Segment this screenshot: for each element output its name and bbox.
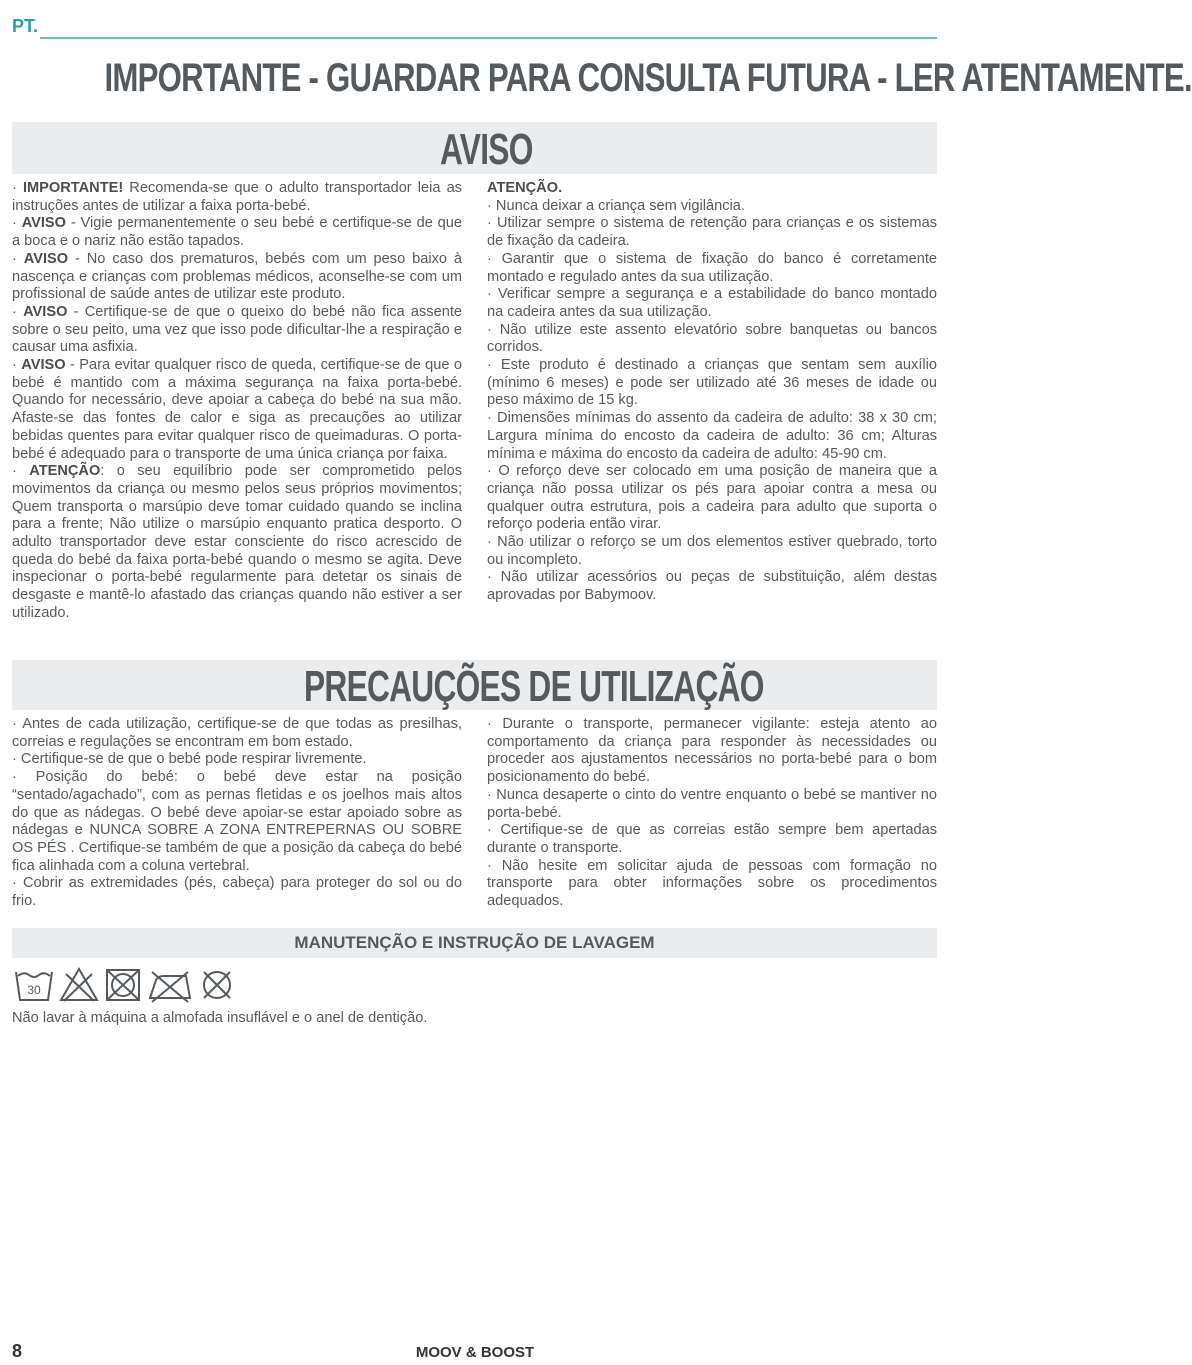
aviso-item-text: Recomenda-se que o adulto transportador leia as instruções antes de utilizar a faixa porta-bebé. <box>12 180 462 214</box>
atencao-item-text: Este produto é destinado a crianças que sentam sem auxílio (mínimo 6 meses) e pode ser utilizado até 36 meses de idade ou peso máximo de 15 kg. <box>487 357 937 409</box>
aviso-item: · AVISO - Vigie permanentemente o seu bebé e certifique-se de que a boca e o nariz não estão tapados. <box>12 215 462 250</box>
atencao-item: · Nunca deixar a criança sem vigilância. <box>487 197 745 214</box>
atencao-item: · Não utilizar acessórios ou peças de substituição, além destas aprovadas por Babymoov. <box>487 569 937 604</box>
no-iron-icon <box>146 966 194 1004</box>
aviso-item-text: - Para evitar qualquer risco de queda, certifique-se de que o bebé é mantido com a máxima segurança na faixa porta-bebé. Quando for necessário, deve apoiar a cabeça do bebé na sua mão. Afaste-se das fontes de calor e siga as precauções ao utilizar bebidas quentes para evitar qualquer risco de queimaduras. O porta-bebé é adequado para o transporte de uma única criança por faixa. <box>12 357 462 462</box>
precaucoes-title: PRECAUÇÕES DE UTILIZAÇÃO <box>304 662 764 711</box>
page-number: 8 <box>12 1341 23 1361</box>
atencao-item-text: Nunca deixar a criança sem vigilância. <box>495 197 745 214</box>
atencao-item: · O reforço deve ser colocado em uma posição de maneira que a criança não possa utilizar os pés para apoiar contra a mesa ou qualquer outra estrutura, pois a cadeira para adulto que suporta o reforço poderia então virar. <box>487 463 937 533</box>
atencao-item-text: Utilizar sempre o sistema de retenção para crianças e os sistemas de fixação da cadeira. <box>487 215 937 250</box>
manutencao-band <box>12 928 937 958</box>
precaucao-item: · Certifique-se de que as correias estão sempre bem apertadas durante o transporte. <box>487 822 937 856</box>
atencao-item: · Dimensões mínimas do assento da cadeira de adulto: 38 x 30 cm; Largura mínima do encosto da cadeira de adulto: 36 cm; Alturas mínima e máxima do encosto da cadeira de adulto: 45-90 cm. <box>487 410 937 462</box>
atencao-item-text: Não utilizar acessórios ou peças de substituição, além destas aprovadas por Babymoov. <box>487 569 937 604</box>
atencao-item-text: O reforço deve ser colocado em uma posição de maneira que a criança não possa utilizar os pés para apoiar contra a mesa ou qualquer outra estrutura, pois a cadeira para adulto que suporta o reforço poderia então virar. <box>487 463 937 533</box>
manutencao-title: MANUTENÇÃO E INSTRUÇÃO DE LAVAGEM <box>294 933 655 952</box>
precaucao-item-text: Certifique-se de que as correias estão sempre bem apertadas durante o transporte. <box>487 822 937 856</box>
precaucao-item: · Não hesite em solicitar ajuda de pessoas com formação no transporte para obter informações sobre os procedimentos adequados. <box>487 857 937 910</box>
atencao-item-text: Não utilize este assento elevatório sobre banquetas ou bancos corridos. <box>487 321 937 356</box>
header-rule <box>40 37 937 39</box>
precaucao-item-text: Certifique-se de que o bebé pode respirar livremente. <box>20 751 367 768</box>
atencao-item: · Este produto é destinado a crianças que sentam sem auxílio (mínimo 6 meses) e pode ser utilizado até 36 meses de idade ou peso máximo de 15 kg. <box>487 357 937 409</box>
precaucao-item: · Antes de cada utilização, certifique-se de que todas as presilhas, correias e regulações se encontram em bom estado. <box>12 716 462 750</box>
precaucao-item: · Posição do bebé: o bebé deve estar na posição “sentado/agachado”, com as pernas fletidas e os joelhos mais altos do que as nádegas. O bebé deve apoiar-se estar apoiado sobre as nádegas e NUNCA SOBRE A ZONA ENTREPERNAS OU SOBRE OS PÉS . Certifique-se também de que a posição da cabeça do bebé fica alinhada com a coluna vertebral. <box>12 769 462 874</box>
aviso-item-text: - Vigie permanentemente o seu bebé e certifique-se de que a boca e o nariz não estão tapados. <box>12 215 462 250</box>
aviso-item: · IMPORTANTE! Recomenda-se que o adulto transportador leia as instruções antes de utilizar a faixa porta-bebé. <box>12 180 462 214</box>
page-title: IMPORTANTE - GUARDAR PARA CONSULTA FUTURA - LER ATENTAMENTE. <box>104 56 1192 100</box>
aviso-item-lead: ATENÇÃO <box>29 463 101 480</box>
precaucao-item: · Durante o transporte, permanecer vigilante: esteja atento ao comportamento da criança para responder às necessidades ou proceder aos ajustamentos necessários no porta-bebé para o bom posicionamento do bebé. <box>487 716 937 786</box>
aviso-item-lead: AVISO <box>23 250 69 267</box>
aviso-item-lead: AVISO <box>21 357 66 374</box>
aviso-item-text: - Certifique-se de que o queixo do bebé não fica assente sobre o seu peito, uma vez que isso pode dificultar-lhe a respiração e causar uma asfixia. <box>12 303 463 356</box>
aviso-item: · AVISO - No caso dos prematuros, bebés com um peso baixo à nascença e crianças com problemas médicos, aconselhe-se com um profissional de saúde antes de utilizar este produto. <box>12 250 462 303</box>
aviso-item-text: : o seu equilíbrio pode ser comprometido pelos movimentos da criança ou mesmo pelos seus próprios movimentos; Quem transporta o marsúpio deve tomar cuidado quando se inclina para a frente; Não utilize o marsúpio enquanto pratica desporto. O adulto transportador deve estar consciente do risco acrescido de queda do bebé da faixa porta-bebé quando o mesmo se agita. Deve inspecionar o porta-bebé regularmente para detetar os sinais de desgaste e mantê-lo afastado das crianças quando não estiver a ser utilizado. <box>12 463 462 621</box>
atencao-heading: ATENÇÃO. <box>487 180 563 196</box>
no-dry-clean-icon <box>198 966 236 1004</box>
product-name: MOOV & BOOST <box>415 1344 535 1361</box>
precaucao-item-text: Cobrir as extremidades (pés, cabeça) para proteger do sol ou do frio. <box>12 875 462 910</box>
no-tumble-dry-icon <box>104 966 142 1004</box>
atencao-item-text: Garantir que o sistema de fixação do banco é corretamente montado e regulado antes da sua utilização. <box>487 250 937 285</box>
aviso-band <box>12 122 937 174</box>
atencao-item: · Verificar sempre a segurança e a estabilidade do banco montado na cadeira antes da sua utilização. <box>487 286 937 320</box>
precaucoes-right-column <box>487 716 937 911</box>
precaucao-item-text: Antes de cada utilização, certifique-se de que todas as presilhas, correias e regulações se encontram em bom estado. <box>12 716 462 750</box>
wash-temp-label: 30 <box>27 983 41 997</box>
aviso-item: · AVISO - Certifique-se de que o queixo do bebé não fica assente sobre o seu peito, uma vez que isso pode dificultar-lhe a respiração e causar uma asfixia. <box>12 303 463 356</box>
aviso-item: · ATENÇÃO: o seu equilíbrio pode ser comprometido pelos movimentos da criança ou mesmo pelos seus próprios movimentos; Quem transporta o marsúpio deve tomar cuidado quando se inclina para a frente; Não utilize o marsúpio enquanto pratica desporto. O adulto transportador deve estar consciente do risco acrescido de queda do bebé da faixa porta-bebé quando o mesmo se agita. Deve inspecionar o porta-bebé regularmente para detetar os sinais de desgaste e mantê-lo afastado das crianças quando não estiver a ser utilizado. <box>12 463 462 621</box>
atencao-item: · Não utilize este assento elevatório sobre banquetas ou bancos corridos. <box>487 321 937 356</box>
atencao-item-text: Verificar sempre a segurança e a estabilidade do banco montado na cadeira antes da sua utilização. <box>487 286 937 320</box>
precaucao-item-text: Não hesite em solicitar ajuda de pessoas com formação no transporte para obter informações sobre os procedimentos adequados. <box>487 857 937 910</box>
care-icons <box>14 966 236 1004</box>
aviso-item-lead: IMPORTANTE! <box>22 180 124 196</box>
precaucao-item: · Nunca desaperte o cinto do ventre enquanto o bebé se mantiver no porta-bebé. <box>487 786 937 821</box>
atencao-item: · Utilizar sempre o sistema de retenção para crianças e os sistemas de fixação da cadeira. <box>487 215 937 250</box>
aviso-item-lead: AVISO <box>23 303 68 320</box>
washing-note: Não lavar à máquina a almofada insuflável e o anel de dentição. <box>12 1010 428 1026</box>
atencao-item-text: Dimensões mínimas do assento da cadeira de adulto: 38 x 30 cm; Largura mínima do encosto da cadeira de adulto: 36 cm; Alturas mínima e máxima do encosto da cadeira de adulto: 45-90 cm. <box>487 410 937 462</box>
aviso-right-column <box>487 180 937 605</box>
aviso-item-lead: AVISO <box>21 215 67 232</box>
precaucao-item: · Certifique-se de que o bebé pode respirar livremente. <box>12 751 367 768</box>
aviso-item-text: - No caso dos prematuros, bebés com um peso baixo à nascença e crianças com problemas médicos, aconselhe-se com um profissional de saúde antes de utilizar este produto. <box>12 250 462 303</box>
no-bleach-icon <box>58 966 100 1004</box>
precaucao-item: · Cobrir as extremidades (pés, cabeça) para proteger do sol ou do frio. <box>12 875 462 910</box>
aviso-item: · AVISO - Para evitar qualquer risco de queda, certifique-se de que o bebé é mantido com a máxima segurança na faixa porta-bebé. Quando for necessário, deve apoiar a cabeça do bebé na sua mão. Afaste-se das fontes de calor e siga as precauções ao utilizar bebidas quentes para evitar qualquer risco de queimaduras. O porta-bebé é adequado para o transporte de uma única criança por faixa. <box>12 357 462 462</box>
wash-30-icon <box>14 966 54 1004</box>
precaucao-item-text: Posição do bebé: o bebé deve estar na posição “sentado/agachado”, com as pernas fletidas e os joelhos mais altos do que as nádegas. O bebé deve apoiar-se estar apoiado sobre as nádegas e NUNCA SOBRE A ZONA ENTREPERNAS OU SOBRE OS PÉS . Certifique-se também de que a posição da cabeça do bebé fica alinhada com a coluna vertebral. <box>12 769 462 874</box>
language-code: PT. <box>12 16 39 36</box>
precaucao-item-text: Durante o transporte, permanecer vigilante: esteja atento ao comportamento da criança para responder às necessidades ou proceder aos ajustamentos necessários no porta-bebé para o bom posicionamento do bebé. <box>487 716 937 786</box>
atencao-item-text: Não utilizar o reforço se um dos elementos estiver quebrado, torto ou incompleto. <box>487 534 937 568</box>
atencao-item: · Não utilizar o reforço se um dos elementos estiver quebrado, torto ou incompleto. <box>487 534 937 568</box>
aviso-title: AVISO <box>440 125 533 174</box>
aviso-left-column <box>12 180 462 623</box>
precaucoes-band <box>12 660 937 710</box>
precaucoes-left-column <box>12 716 462 911</box>
atencao-item: · Garantir que o sistema de fixação do banco é corretamente montado e regulado antes da sua utilização. <box>487 250 937 285</box>
precaucao-item-text: Nunca desaperte o cinto do ventre enquanto o bebé se mantiver no porta-bebé. <box>487 786 937 821</box>
